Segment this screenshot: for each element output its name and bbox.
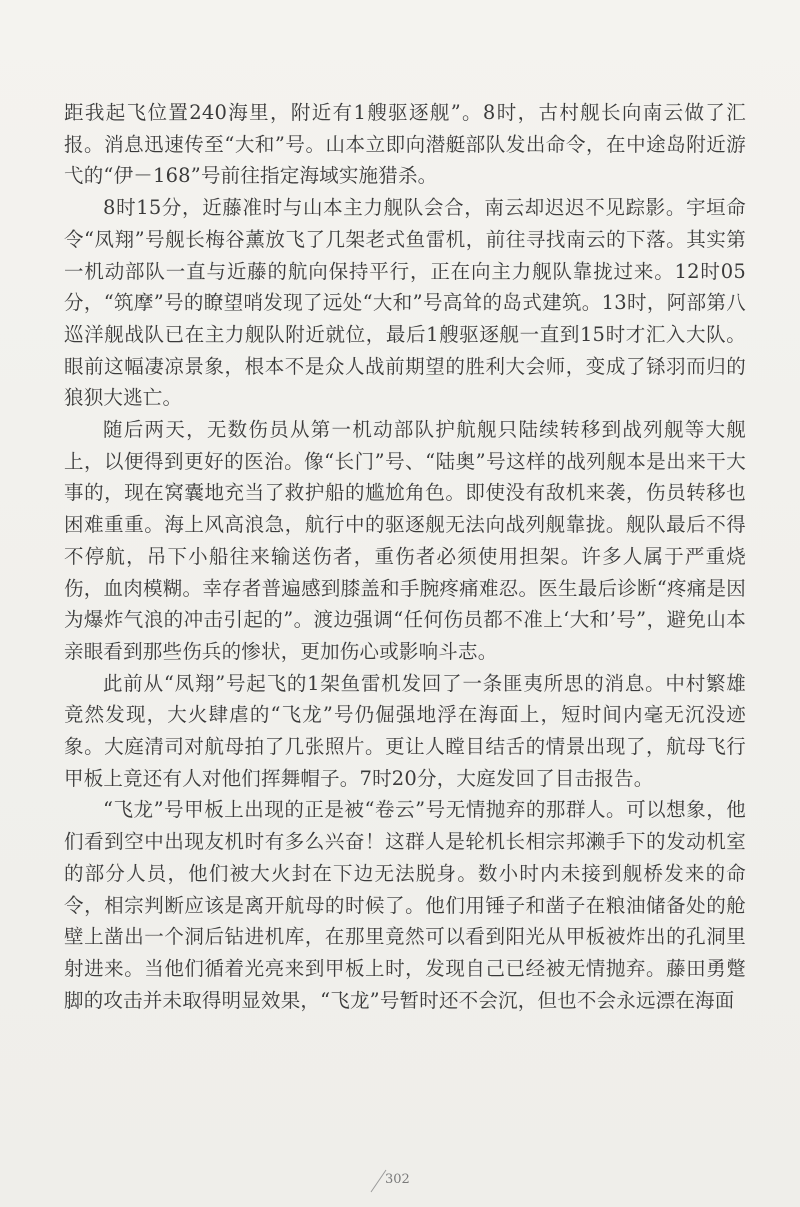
page-number: 302: [385, 1172, 410, 1187]
paragraph-1: 距我起飞位置240海里，附近有1艘驱逐舰”。8时，古村舰长向南云做了汇报。消息迅速传至“大和”号。山本立即向潜艇部队发出命令，在中途岛附近游弋的“伊－168”号前往指定海域实施猎杀。: [64, 101, 746, 188]
paragraph-2: 8时15分，近藤准时与山本主力舰队会合，南云却迟迟不见踪影。宇垣命令“凤翔”号舰长梅谷薰放飞了几架老式鱼雷机，前往寻找南云的下落。其实第一机动部队一直与近藤的航向保持平行，正在向主力舰队靠拢过来。12时05分，“筑摩”号的瞭望哨发现了远处“大和”号高耸的岛式建筑。13时，阿部第八巡洋舰战队已在主力舰队附近就位，最后1艘驱逐舰一直到15时才汇入大队。眼前这幅凄凉景象，根本不是众人战前期望的胜利大会师，变成了铩羽而归的狼狈大逃亡。: [64, 196, 746, 410]
paragraph-5: “飞龙”号甲板上出现的正是被“卷云”号无情抛弃的那群人。可以想象，他们看到空中出现友机时有多么兴奋！这群人是轮机长相宗邦濑手下的发动机室的部分人员，他们被大火封在下边无法脱身。数小时内未接到舰桥发来的命令，相宗判断应该是离开航母的时候了。他们用锤子和凿子在粮油储备处的舱壁上凿出一个洞后钻进机库，在那里竟然可以看到阳光从甲板被炸出的孔洞里射进来。当他们循着光亮来到甲板上时，发现自己已经被无情抛弃。藤田勇蹩脚的攻击并未取得明显效果，“飞龙”号暂时还不会沉，但也不会永远漂在海面: [64, 798, 746, 1012]
paragraph-3: 随后两天，无数伤员从第一机动部队护航舰只陆续转移到战列舰等大舰上，以便得到更好的医治。像“长门”号、“陆奥”号这样的战列舰本是出来干大事的，现在窝囊地充当了救护船的尴尬角色。即使没有敌机来袭，伤员转移也困难重重。海上风高浪急，航行中的驱逐舰无法向战列舰靠拢。舰队最后不得不停航，吊下小船往来输送伤者，重伤者必须使用担架。许多人属于严重烧伤，血肉模糊。幸存者普遍感到膝盖和手腕疼痛难忍。医生最后诊断“疼痛是因为爆炸气浪的冲击引起的”。渡边强调“任何伤员都不准上‘大和’号”，避免山本亲眼看到那些伤兵的惨状，更加伤心或影响斗志。: [64, 418, 746, 663]
body-text: [64, 97, 746, 1016]
page-footer: [0, 1168, 800, 1198]
paragraph-4: 此前从“凤翔”号起飞的1架鱼雷机发回了一条匪夷所思的消息。中村繁雄竟然发现，大火肆虐的“飞龙”号仍倔强地浮在海面上，短时间内毫无沉没迹象。大庭清司对航母拍了几张照片。更让人瞠目结舌的情景出现了，航母飞行甲板上竟还有人对他们挥舞帽子。7时20分，大庭发回了目击报告。: [64, 671, 746, 790]
